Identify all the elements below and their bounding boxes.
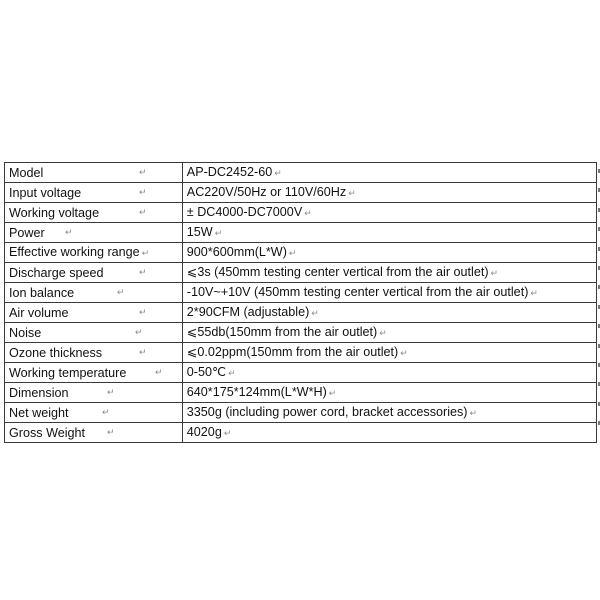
- spec-row: [5, 343, 597, 363]
- spec-label: Net weight: [9, 405, 69, 420]
- paragraph-mark-icon: ↵: [139, 167, 147, 177]
- paragraph-mark-icon: ↵: [107, 387, 115, 397]
- spec-label: Discharge speed: [9, 265, 104, 280]
- spec-label-cell: [5, 303, 183, 323]
- spec-value: 0-50℃: [186, 365, 227, 379]
- paragraph-mark-icon: ↵: [274, 168, 282, 178]
- paragraph-mark-icon: ↵: [102, 407, 110, 417]
- spec-row: [5, 423, 597, 443]
- spec-label: Power: [9, 225, 45, 240]
- spec-label-cell: [5, 323, 183, 343]
- spec-row: [5, 363, 597, 383]
- spec-row: [5, 303, 597, 323]
- paragraph-mark-icon: ↵: [139, 307, 147, 317]
- spec-row: [5, 203, 597, 223]
- spec-value: 2*90CFM (adjustable): [186, 305, 310, 319]
- spec-value: 640*175*124mm(L*W*H): [186, 385, 327, 399]
- paragraph-mark-icon: ↵: [490, 268, 499, 278]
- spec-value-cell: [182, 423, 596, 443]
- spec-row: [5, 403, 597, 423]
- spec-value-cell: [182, 403, 596, 423]
- specification-table: [4, 162, 597, 443]
- spec-value-cell: [182, 323, 596, 343]
- spec-label: Working voltage: [9, 205, 100, 220]
- spec-label: Noise: [9, 325, 42, 340]
- spec-value: AP-DC2452-60: [186, 165, 273, 179]
- spec-value-cell: [182, 223, 596, 243]
- spec-value-cell: [182, 363, 596, 383]
- spec-value-cell: [182, 383, 596, 403]
- paragraph-mark-icon: ↵: [304, 208, 312, 218]
- paragraph-mark-icon: ↵: [139, 187, 147, 197]
- spec-row: [5, 183, 597, 203]
- spec-value-cell: [182, 303, 596, 323]
- spec-row: [5, 243, 597, 263]
- paragraph-mark-icon: ↵: [348, 188, 356, 198]
- spec-value-cell: [182, 203, 596, 223]
- spec-value-cell: [182, 183, 596, 203]
- paragraph-mark-icon: ↵: [139, 267, 147, 277]
- spec-label: Gross Weight: [9, 425, 86, 440]
- paragraph-mark-icon: ↵: [328, 388, 337, 398]
- spec-value: ⩽0.02ppm(150mm from the air outlet): [186, 345, 399, 359]
- paragraph-mark-icon: ↵: [135, 327, 143, 337]
- paragraph-mark-icon: ↵: [223, 428, 232, 438]
- paragraph-mark-icon: ↵: [214, 228, 223, 238]
- spec-label: Effective working range: [9, 245, 140, 259]
- spec-label-cell: [5, 403, 183, 423]
- spec-label-cell: [5, 343, 183, 363]
- paragraph-mark-icon: ↵: [228, 368, 236, 378]
- paragraph-mark-icon: ↵: [65, 227, 73, 237]
- spec-value: 15W: [186, 225, 213, 239]
- spec-label: Ozone thickness: [9, 345, 103, 360]
- spec-label-cell: [5, 283, 183, 303]
- spec-label-cell: [5, 243, 183, 263]
- paragraph-mark-icon: ↵: [139, 347, 147, 357]
- spec-value: 3350g (including power cord, bracket accessories): [186, 405, 468, 419]
- spec-value-cell: [182, 263, 596, 283]
- spec-value: 900*600mm(L*W): [186, 245, 287, 259]
- paragraph-mark-icon: ↵: [139, 207, 147, 217]
- spec-label: Model: [9, 165, 44, 180]
- spec-label: Working temperature: [9, 365, 127, 380]
- spec-row: [5, 163, 597, 183]
- spec-label: Air volume: [9, 305, 69, 320]
- spec-value: AC220V/50Hz or 110V/60Hz: [186, 185, 347, 199]
- paragraph-mark-icon: ↵: [155, 367, 163, 377]
- paragraph-mark-icon: ↵: [311, 308, 319, 318]
- spec-value: 4020g: [186, 425, 222, 439]
- spec-label-cell: [5, 183, 183, 203]
- paragraph-mark-icon: ↵: [379, 328, 387, 338]
- paragraph-mark-icon: ↵: [107, 427, 115, 437]
- spec-row: [5, 323, 597, 343]
- spec-row: [5, 223, 597, 243]
- paragraph-mark-icon: ↵: [400, 348, 408, 358]
- spec-value-cell: [182, 163, 596, 183]
- spec-row: [5, 263, 597, 283]
- paragraph-mark-icon: ↵: [141, 248, 150, 258]
- spec-value: -10V~+10V (450mm testing center vertical from the air outlet): [186, 285, 529, 299]
- paragraph-mark-icon: ↵: [469, 408, 478, 418]
- spec-value-cell: [182, 343, 596, 363]
- spec-label: Dimension: [9, 385, 69, 400]
- spec-label-cell: [5, 223, 183, 243]
- spec-label-cell: [5, 423, 183, 443]
- spec-label-cell: [5, 163, 183, 183]
- spec-label-cell: [5, 263, 183, 283]
- spec-value: ± DC4000-DC7000V: [186, 205, 303, 219]
- spec-value-cell: [182, 243, 596, 263]
- spec-label-cell: [5, 363, 183, 383]
- spec-label-cell: [5, 203, 183, 223]
- spec-row: [5, 383, 597, 403]
- paragraph-mark-icon: ↵: [117, 287, 125, 297]
- spec-label: Ion balance: [9, 285, 75, 300]
- paragraph-mark-icon: ↵: [530, 288, 538, 298]
- specification-table-body: [5, 163, 597, 443]
- spec-label-cell: [5, 383, 183, 403]
- spec-value: ⩽55db(150mm from the air outlet): [186, 325, 378, 339]
- paragraph-mark-icon: ↵: [288, 248, 297, 258]
- spec-value-cell: [182, 283, 596, 303]
- spec-value: ⩽3s (450mm testing center vertical from the air outlet): [186, 265, 489, 279]
- spec-label: Input voltage: [9, 185, 82, 200]
- spec-row: [5, 283, 597, 303]
